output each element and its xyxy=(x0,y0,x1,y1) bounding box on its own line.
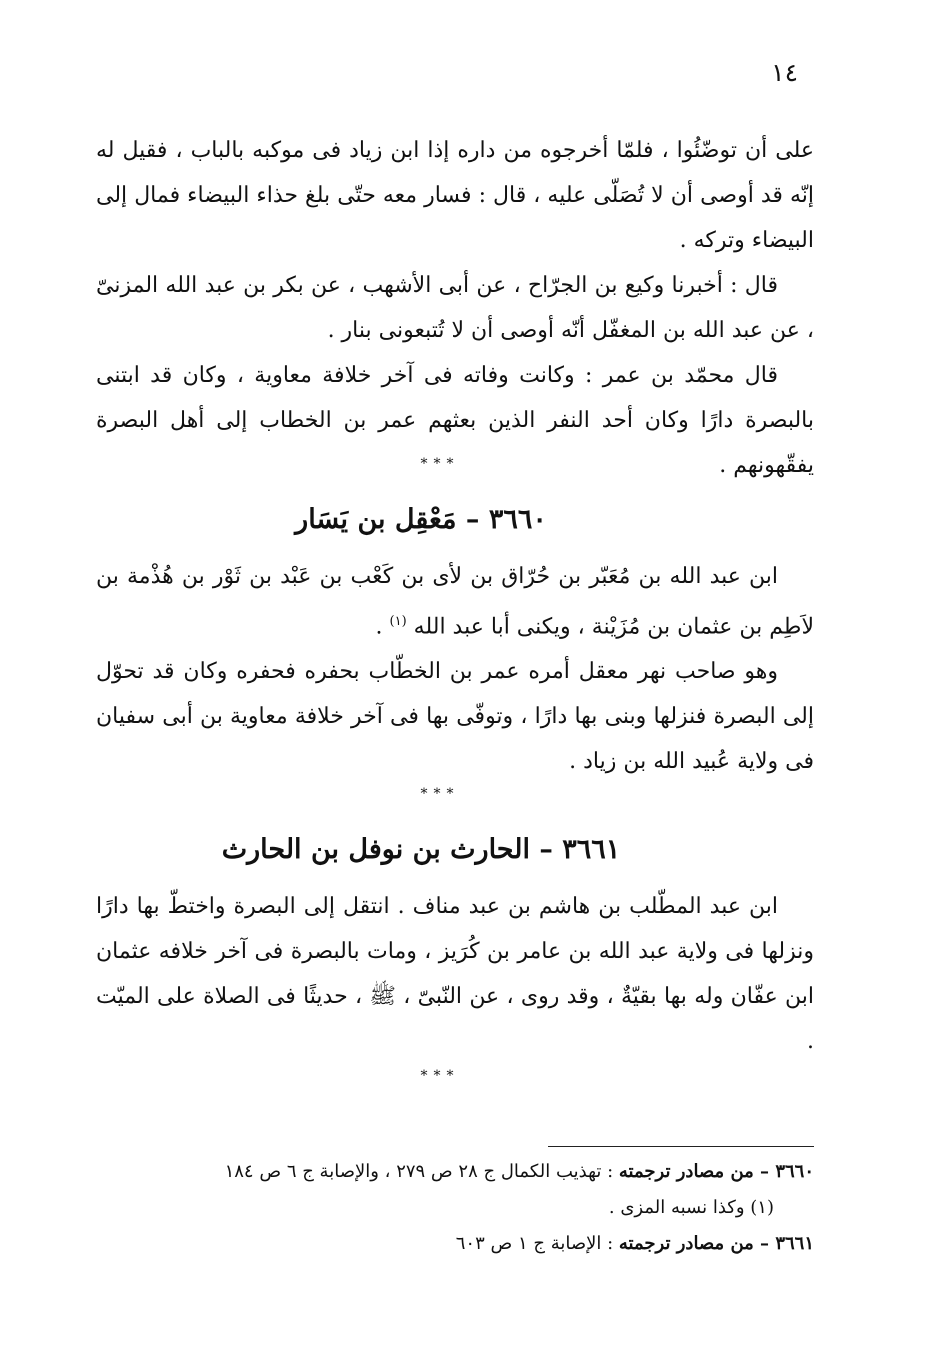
footnote-3660-sources xyxy=(96,1154,814,1190)
entry-3661-text xyxy=(96,884,814,1064)
paragraph-death-report: قال محمّد بن عمر : وكانت وفاته فى آخر خلافة معاوية ، وكان قد ابتنى بالبصرة دارًا وكان أحد النفر الذين بعثهم عمر بن الخطاب إلى أهل البصرة يفقّهونهم . xyxy=(96,363,814,478)
paragraph-continued: على أن توضّئُوا ، فلمّا أخرجوه من داره إذا ابن زياد فى موكبه بالباب ، فقيل له إنّه قد أوصى أن لا تُصَلّى عليه ، قال : فسار معه حتّى بلغ حذاء البيضاء فمال إلى البيضاء وتركه . xyxy=(96,138,814,253)
entry-3660-text xyxy=(96,554,814,784)
footnote-3660-label: ٣٦٦٠ – من مصادر ترجمته xyxy=(618,1161,814,1182)
footnote-3661-label: ٣٦٦١ – من مصادر ترجمته xyxy=(618,1233,814,1254)
entry-heading-3661: ٣٦٦١ – الحارث بن نوفل بن الحارث xyxy=(221,834,621,865)
entry-3660-biography: وهو صاحب نهر معقل أمره عمر بن الخطّاب بحفره فحفره وكان قد تحوّل إلى البصرة فنزلها وبنى بها دارًا ، وتوفّى بها فى آخر خلافة معاوية بن أبى سفيان فى ولاية عُبيد الله بن زياد . xyxy=(96,659,814,775)
footnote-marker: (١) xyxy=(389,614,407,629)
section-separator: *** xyxy=(420,456,460,472)
footnotes xyxy=(96,1154,814,1262)
paragraph-waki-report: قال : أخبرنا وكيع بن الجرّاح ، عن أبى الأشهب ، عن بكر بن عبد الله المزنىّ ، عن عبد الله بن المغفّل أنّه أوصى أن لا تُتبعونى بنار . xyxy=(96,273,814,343)
section-separator: *** xyxy=(420,1068,460,1084)
entry-heading-3660: ٣٦٦٠ – مَعْقِل بن يَسَار xyxy=(295,504,547,535)
section-separator: *** xyxy=(420,786,460,802)
footnote-1: (١) وكذا نسبه المزى . xyxy=(608,1197,774,1218)
footnote-divider xyxy=(548,1146,814,1147)
entry-3660-lineage-end: . xyxy=(375,614,390,640)
entry-3660-lineage-text: ابن عبد الله بن مُعَبّر بن حُرّاق بن لأى بن كَعْب بن عَبْد بن ثَوْر بن هُذْمة بن لاَطِم بن عثمان بن مُزَيْنة ، ويكنى أبا عبد الله xyxy=(96,564,814,640)
page-number: ١٤ xyxy=(771,58,798,87)
entry-3661-biography: ابن عبد المطّلب بن هاشم بن عبد مناف . انتقل إلى البصرة واختطّ بها دارًا ونزلها فى ولاية عبد الله بن عامر بن كُرَيز ، ومات بالبصرة فى آخر خلافه عثمان ابن عفّان وله بها بقيّةٌ ، وقد روى ، عن النّبىّ ، ﷺ ، حديثًا فى الصلاة على الميّت . xyxy=(96,894,814,1054)
section-continued-text xyxy=(96,128,814,488)
entry-3660-lineage xyxy=(96,554,814,649)
footnote-3661-text: : الإصابة ج ١ ص ٦٠٣ xyxy=(455,1233,619,1254)
footnote-3661-sources xyxy=(96,1226,814,1262)
footnote-3660-text: : تهذيب الكمال ج ٢٨ ص ٢٧٩ ، والإصابة ج ٦ ص ١٨٤ xyxy=(224,1161,619,1182)
